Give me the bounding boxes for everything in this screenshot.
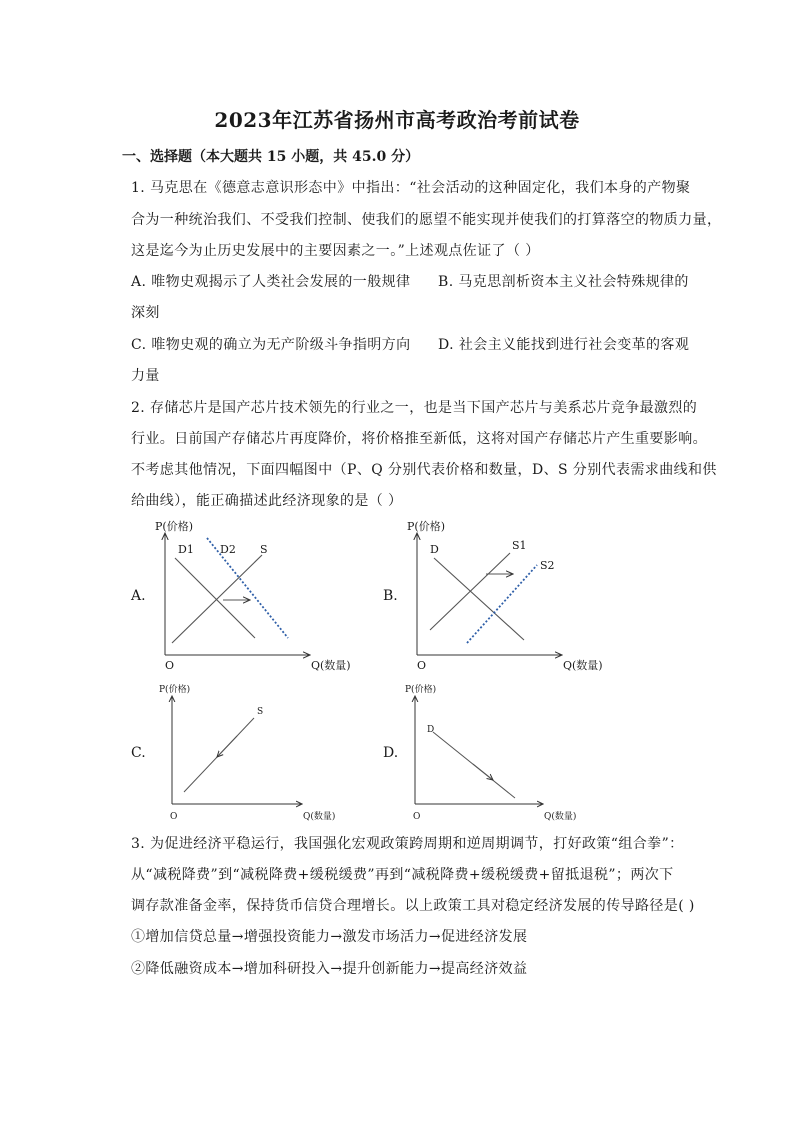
x-axis-label: Q(数量) [544, 812, 577, 822]
q3-statement-2: ②降低融资成本→增加科研投入→提升创新能力→提高经济效益 [131, 961, 528, 977]
q1-stem-line-2: 合为一种统治我们、不受我们控制、使我们的愿望不能实现并使我们的打算落空的物质力量， [131, 212, 722, 228]
q2-graph-a [150, 515, 365, 675]
curve-label-s: S [260, 543, 268, 556]
demand-curve-d1 [175, 558, 255, 638]
q3-stem-line-1: 3. 为促进经济平稳运行，我国强化宏观政策跨周期和逆周期调节，打好政策“组合拳”： [131, 836, 684, 852]
q3-statement-1: ①增加信贷总量→增强投资能力→激发市场活力→促进经济发展 [131, 929, 528, 945]
q1-option-a: A. 唯物史观揭示了人类社会发展的一般规律 [131, 274, 411, 290]
section-heading: 一、选择题（本大题共 15 小题，共 45.0 分） [122, 149, 420, 165]
y-axis-label: P(价格) [159, 685, 191, 695]
x-axis-label: Q(数量) [311, 659, 351, 672]
curve-label-d2: D2 [220, 543, 236, 556]
q2-stem-line-3: 不考虑其他情况，下面四幅图中（P、Q 分别代表价格和数量，D、S 分别代表需求曲线和供 [131, 462, 717, 478]
q2-graph-d [403, 680, 603, 825]
q2-stem-line-1: 2. 存储芯片是国产芯片技术领先的行业之一，也是当下国产芯片与美系芯片竞争最激烈的 [131, 400, 698, 416]
movement-arrow [473, 764, 493, 780]
q1-option-d-continued: 力量 [131, 368, 160, 384]
x-axis-label: Q(数量) [303, 812, 336, 822]
q3-stem-line-3: 调存款准备金率，保持货币信贷合理增长。以上政策工具对稳定经济发展的传导路径是( ) [131, 898, 695, 914]
curve-label-d: D [430, 543, 439, 556]
origin-label: O [170, 812, 178, 822]
q2-stem-line-4: 给曲线），能正确描述此经济现象的是（ ） [131, 493, 403, 509]
q1-option-b-continued: 深刻 [131, 305, 160, 321]
page-title: 2023年江苏省扬州市高考政治考前试卷 [214, 108, 580, 132]
q2-stem-line-2: 行业。日前国产存储芯片再度降价，将价格推至新低，这将对国产存储芯片产生重要影响。 [131, 431, 707, 447]
q2-graph-d-label: D. [383, 745, 399, 761]
movement-arrow [217, 736, 237, 757]
x-axis-label: Q(数量) [563, 659, 603, 672]
q1-stem-line-3: 这是迄今为止历史发展中的主要因素之一。”上述观点佐证了（ ） [131, 243, 540, 259]
q2-graph-a-label: A. [131, 588, 146, 604]
q1-option-b: B. 马克思剖析资本主义社会特殊规律的 [438, 274, 689, 290]
curve-label-s: S [257, 707, 264, 717]
curve-label-s2: S2 [540, 559, 555, 572]
y-axis-label: P(价格) [405, 685, 437, 695]
demand-curve-d [434, 558, 524, 640]
q2-graph-c-label: C. [131, 745, 146, 761]
origin-label: O [165, 659, 175, 672]
supply-curve-s2 [467, 565, 537, 643]
q2-graph-b [402, 515, 617, 675]
q1-option-d: D. 社会主义能找到进行社会变革的客观 [438, 337, 690, 353]
q3-stem-line-2: 从“减税降费”到“减税降费+缓税缓费”再到“减税降费+缓税缓费+留抵退税”；两次下 [131, 867, 674, 883]
curve-label-s1: S1 [512, 539, 527, 552]
y-axis-label: P(价格) [155, 520, 193, 533]
curve-label-d1: D1 [178, 543, 194, 556]
q2-graph-b-label: B. [383, 588, 398, 604]
origin-label: O [417, 659, 427, 672]
q2-graph-c [157, 680, 357, 825]
q1-option-c: C. 唯物史观的确立为无产阶级斗争指明方向 [131, 337, 411, 353]
origin-label: O [413, 812, 421, 822]
q1-stem-line-1: 1. 马克思在《德意志意识形态中》中指出：“社会活动的这种固定化，我们本身的产物聚 [131, 180, 691, 196]
curve-label-d: D [427, 725, 435, 735]
y-axis-label: P(价格) [407, 520, 445, 533]
